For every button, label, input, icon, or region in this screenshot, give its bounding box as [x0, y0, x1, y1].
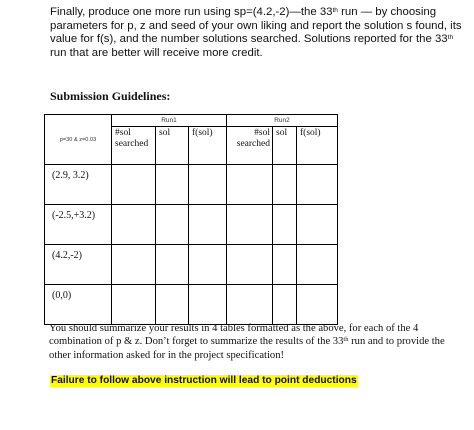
instructions-text: value for f(s), and the number solutions searched. Solutions reported for the 33 [50, 33, 448, 46]
table-cell[interactable] [273, 165, 297, 205]
run1-sol-header: sol [156, 127, 189, 165]
table-row [45, 245, 338, 285]
table-cell[interactable] [156, 205, 189, 245]
table-cell[interactable] [189, 285, 227, 325]
run2-solutions-searched-header: #sol searched [227, 127, 273, 165]
table-cell[interactable] [112, 205, 156, 245]
summary-text [49, 322, 461, 362]
instructions-text: Finally, produce one more run using sp=(4.2,-2)—the 33 [50, 6, 333, 18]
run1-solutions-searched-header: #sol searched [112, 127, 156, 165]
table-cell[interactable] [156, 165, 189, 205]
table-cell[interactable] [273, 285, 297, 325]
instructions-line [50, 33, 462, 47]
table-row [45, 285, 338, 325]
run2-fsol-header: f(sol) [297, 127, 338, 165]
table-cell[interactable] [227, 165, 273, 205]
parameter-label: p=30 & z=0.03 [45, 115, 112, 165]
ordinal-suffix: th [447, 34, 454, 42]
run1-fsol-header: f(sol) [189, 127, 227, 165]
instructions-line: parameters for p, z and seed of your own liking and report the solution s found, its [50, 19, 462, 32]
deduction-warning: Failure to follow above instruction will lead to point deductions [51, 375, 357, 386]
summary-text-part: run and to provide the other information asked for in the project specification! [49, 336, 445, 361]
table-row [45, 165, 338, 205]
results-table [44, 114, 338, 325]
ordinal-suffix: th [343, 336, 349, 344]
table-cell[interactable] [112, 245, 156, 285]
table-cell[interactable] [112, 285, 156, 325]
run2-header: Run2 [227, 115, 338, 127]
table-cell[interactable] [227, 285, 273, 325]
table-cell[interactable] [297, 285, 338, 325]
table-cell[interactable] [189, 165, 227, 205]
run-header-row [45, 115, 338, 127]
table-cell[interactable] [273, 205, 297, 245]
start-point-label: (2.9, 3.2) [45, 165, 112, 205]
start-point-label: (4.2,-2) [45, 245, 112, 285]
table-row [45, 205, 338, 245]
table-cell[interactable] [297, 205, 338, 245]
table-cell[interactable] [189, 205, 227, 245]
summary-text-part: You should summarize your results in 4 tables formatted as the above, for each of the 4 combination of p & z. Don’t forget to summarize the results of the 33 [49, 323, 419, 348]
submission-guidelines-heading: Submission Guidelines: [50, 89, 171, 103]
instructions-text: run — by choosing [337, 6, 437, 18]
instructions-line: run that are better will receive more credit. [50, 46, 263, 59]
table-cell[interactable] [156, 285, 189, 325]
table-cell[interactable] [189, 245, 227, 285]
start-point-label: (0,0) [45, 285, 112, 325]
instructions-line [50, 6, 462, 20]
ordinal-suffix: th [332, 7, 338, 14]
instructions-paragraph [50, 6, 462, 60]
table-cell[interactable] [227, 205, 273, 245]
table-cell[interactable] [156, 245, 189, 285]
run1-header: Run1 [112, 115, 227, 127]
table-cell[interactable] [297, 245, 338, 285]
table-cell[interactable] [227, 245, 273, 285]
table-cell[interactable] [112, 165, 156, 205]
summary-paragraph [49, 322, 461, 362]
run2-sol-header: sol [273, 127, 297, 165]
start-point-label: (-2.5,+3.2) [45, 205, 112, 245]
table-cell[interactable] [297, 165, 338, 205]
table-cell[interactable] [273, 245, 297, 285]
